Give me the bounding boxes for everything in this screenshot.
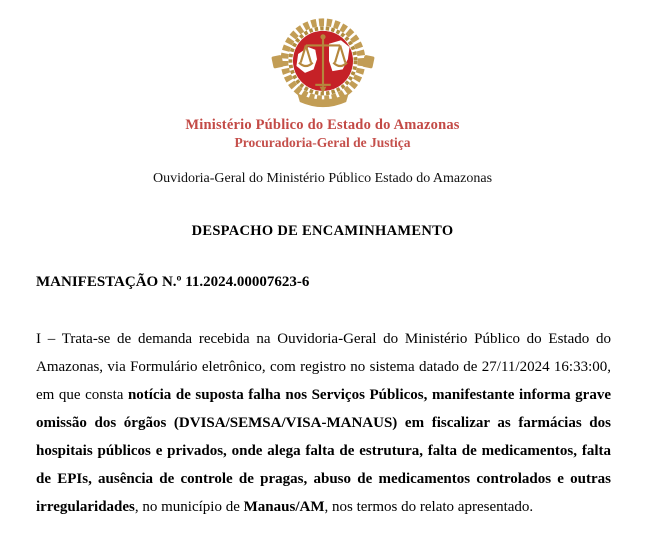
plain-text: I – Trata-se de demanda recebida na Ouvidoria-Geral do Ministério Público do Estado do Amazonas, via Formulário eletrônico, com registro no sistema datado de 27/11/2024 16:33:00, em que consta	[36, 331, 611, 403]
emphasis-text: notícia de suposta falha nos Serviços Públicos, manifestante informa grave omissão dos órgãos (DVISA/SEMSA/VISA-MANAUS) em fiscalizar as farmácias dos hospitais públicos e privados, onde alega falta de estrutura, falta de medicamentos, falta de EPIs, ausência de controle de pragas, abuso de medicamentos controlados e outras irregularidades	[36, 387, 612, 515]
scales-finial	[320, 34, 325, 39]
manifestation-number: MANIFESTAÇÃO N.º 11.2024.00007623-6	[36, 274, 310, 290]
department-line: Ouvidoria-Geral do Ministério Público Estado do Amazonas	[152, 171, 493, 186]
emphasis-text: Manaus/AM	[243, 499, 325, 515]
letterhead	[0, 0, 645, 151]
document-title: DESPACHO DE ENCAMINHAMENTO	[191, 223, 454, 239]
plain-text: , no município de	[134, 499, 244, 515]
org-subtitle: Procuradoria-Geral de Justiça	[234, 135, 411, 150]
org-name: Ministério Público do Estado do Amazonas	[185, 117, 460, 133]
body-paragraph	[36, 325, 611, 521]
ribbon-right	[362, 55, 375, 69]
mpam-crest-logo	[267, 18, 379, 114]
plain-text: , nos termos do relato apresentado.	[324, 499, 534, 515]
